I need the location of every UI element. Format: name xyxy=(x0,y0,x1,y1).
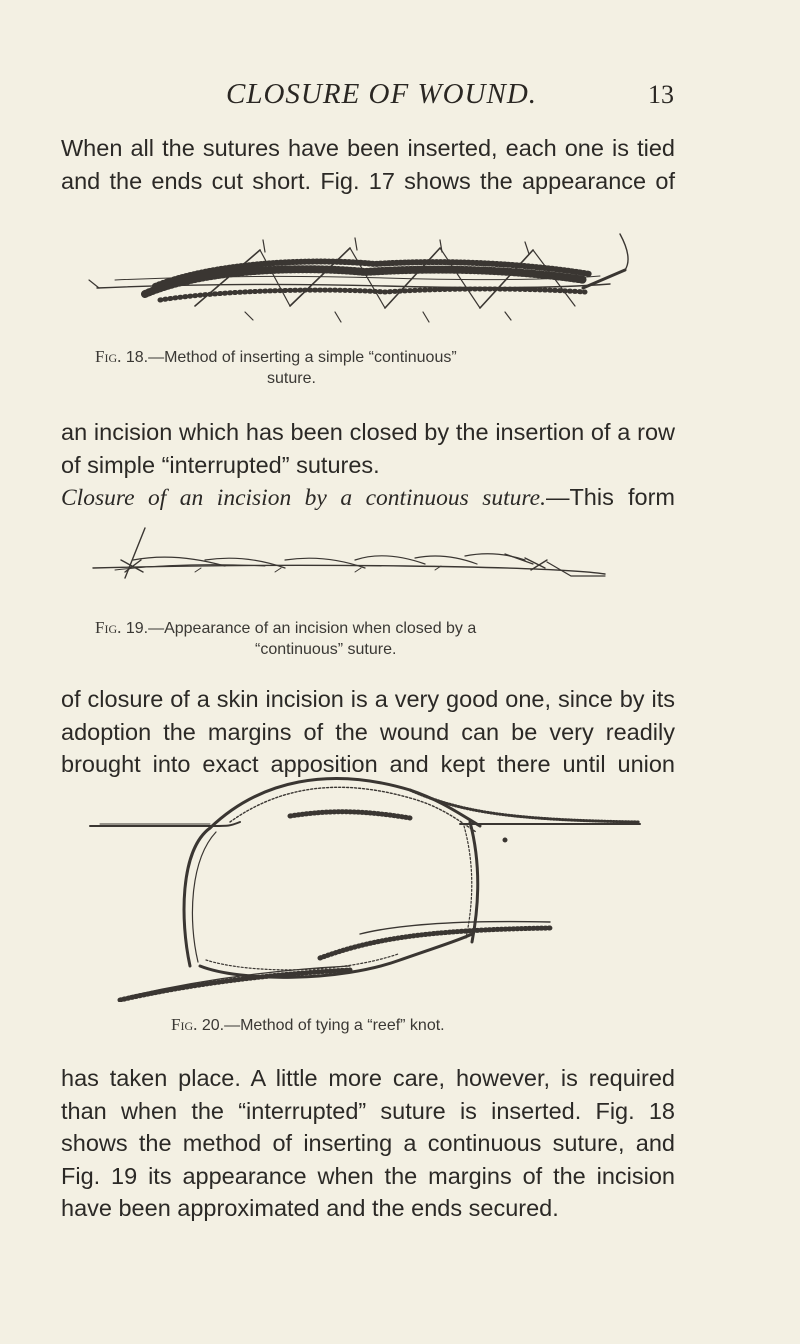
paragraph-4-line: has taken place. A little more care, however, is required xyxy=(61,1065,675,1091)
paragraph-2-line: of simple “interrupted” sutures. xyxy=(61,451,380,478)
figure-19-label: Fig. xyxy=(95,618,122,637)
paragraph-4 xyxy=(61,1062,675,1225)
paragraph-1-line: When all the sutures have been inserted, each one is tied xyxy=(61,135,675,161)
figure-18-illustration xyxy=(85,228,645,334)
figure-19-caption-line-2: “continuous” suture. xyxy=(255,641,397,658)
figure-19-caption-line-1: 19.—Appearance of an incision when closed by a xyxy=(125,620,477,637)
figure-20-illustration xyxy=(80,770,650,1002)
figure-18-caption xyxy=(95,346,695,389)
paragraph-3-line: adoption the margins of the wound can be very readily xyxy=(61,718,675,745)
page-number: 13 xyxy=(648,80,674,109)
paragraph-1-line: and the ends cut short. Fig. 17 shows the appearance of xyxy=(61,167,675,194)
paragraph-3-line: brought into exact apposition and kept there until union xyxy=(61,751,675,777)
running-head xyxy=(0,78,800,118)
figure-19-illustration xyxy=(85,520,625,590)
paragraph-4-line: shows the method of inserting a continuous suture, and xyxy=(61,1130,675,1156)
paragraph-2-heading-line xyxy=(61,481,675,515)
figure-19-caption xyxy=(95,617,695,660)
paragraph-2-line: an incision which has been closed by the insertion of a row xyxy=(61,419,675,445)
paragraph-4-line: Fig. 19 its appearance when the margins of the incision xyxy=(61,1162,675,1189)
figure-18-caption-line-2: suture. xyxy=(267,370,316,387)
paragraph-3 xyxy=(61,683,675,781)
figure-20-caption-text: 20.—Method of tying a “reef” knot. xyxy=(201,1017,445,1034)
paragraph-4-line: have been approximated and the ends secured. xyxy=(61,1195,559,1221)
section-heading: Closure of an incision by a continuous suture. xyxy=(61,485,546,511)
figure-20-caption xyxy=(171,1014,691,1036)
paragraph-1 xyxy=(61,132,675,197)
paragraph-2 xyxy=(61,416,675,515)
running-title: CLOSURE OF WOUND. xyxy=(226,78,538,110)
paragraph-4-line: than when the “interrupted” suture is inserted. Fig. 18 xyxy=(61,1097,675,1124)
figure-20-label: Fig. xyxy=(171,1015,198,1034)
figure-18-caption-line-1: 18.—Method of inserting a simple “continuous” xyxy=(125,349,457,366)
paragraph-3-line: of closure of a skin incision is a very good one, since by its xyxy=(61,686,675,712)
figure-18-label: Fig. xyxy=(95,347,122,366)
section-heading-tail: —This form xyxy=(545,484,675,510)
